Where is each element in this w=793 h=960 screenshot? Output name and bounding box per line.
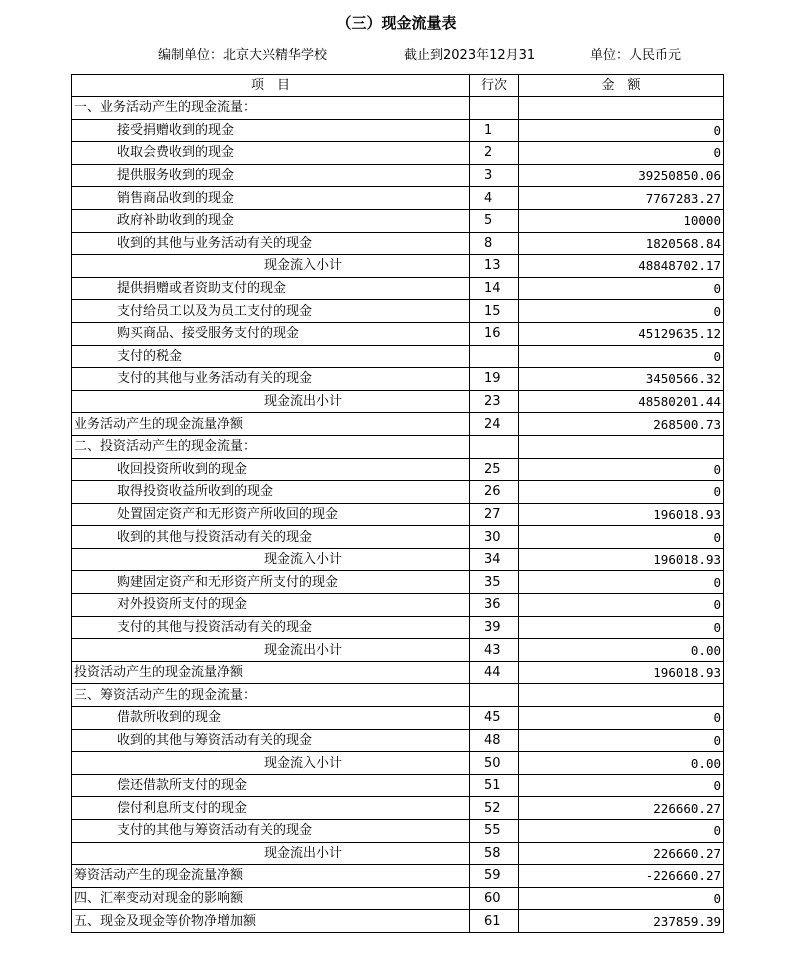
table-row	[72, 277, 724, 300]
row-item-name: 支付给员工以及为员工支付的现金	[72, 300, 470, 323]
table-row	[72, 345, 724, 368]
row-amount: 268500.73	[519, 413, 724, 436]
row-amount: 0	[519, 571, 724, 594]
row-item-name: 三、筹资活动产生的现金流量：	[72, 684, 470, 707]
row-line-number: 58	[470, 842, 519, 865]
row-line-number: 8	[470, 232, 519, 255]
table-row	[72, 797, 724, 820]
row-item-name: 接受捐赠收到的现金	[72, 119, 470, 142]
table-row	[72, 661, 724, 684]
row-amount: 0	[519, 300, 724, 323]
row-item-name: 收到的其他与投资活动有关的现金	[72, 526, 470, 549]
preparing-org: 编制单位：北京大兴精华学校	[158, 48, 328, 63]
row-amount: 45129635.12	[519, 322, 724, 345]
row-amount: 7767283.27	[519, 187, 724, 210]
row-amount: 10000	[519, 209, 724, 232]
row-amount: 39250850.06	[519, 164, 724, 187]
row-item-name: 提供服务收到的现金	[72, 164, 470, 187]
row-line-number: 39	[470, 616, 519, 639]
table-row	[72, 368, 724, 391]
row-item-name: 处置固定资产和无形资产所收回的现金	[72, 503, 470, 526]
row-item-name: 购买商品、接受服务支付的现金	[72, 322, 470, 345]
row-amount: 226660.27	[519, 842, 724, 865]
row-item-name: 取得投资收益所收到的现金	[72, 481, 470, 504]
table-row	[72, 390, 724, 413]
row-line-number: 2	[470, 142, 519, 165]
row-line-number: 24	[470, 413, 519, 436]
row-item-name: 支付的税金	[72, 345, 470, 368]
table-row	[72, 616, 724, 639]
row-amount: 196018.93	[519, 503, 724, 526]
table-header-row	[72, 75, 724, 97]
row-amount: 0	[519, 707, 724, 730]
row-item-name: 支付的其他与筹资活动有关的现金	[72, 820, 470, 843]
row-line-number: 44	[470, 661, 519, 684]
table-row	[72, 571, 724, 594]
row-item-name: 现金流出小计	[72, 390, 470, 413]
table-row	[72, 548, 724, 571]
table-row	[72, 684, 724, 707]
row-line-number: 26	[470, 481, 519, 504]
row-amount: 0	[519, 887, 724, 910]
row-line-number: 52	[470, 797, 519, 820]
row-amount: 0	[519, 820, 724, 843]
row-amount: 0	[519, 481, 724, 504]
row-amount	[519, 97, 724, 120]
row-item-name: 偿还借款所支付的现金	[72, 774, 470, 797]
row-item-name: 销售商品收到的现金	[72, 187, 470, 210]
row-line-number	[470, 97, 519, 120]
row-item-name: 对外投资所支付的现金	[72, 594, 470, 617]
column-header-amount: 金 额	[519, 75, 724, 97]
row-amount: 0	[519, 142, 724, 165]
row-line-number: 43	[470, 639, 519, 662]
table-row	[72, 458, 724, 481]
row-line-number	[470, 684, 519, 707]
row-item-name: 筹资活动产生的现金流量净额	[72, 865, 470, 888]
row-line-number: 25	[470, 458, 519, 481]
report-title: （三）现金流量表	[336, 14, 457, 32]
table-row	[72, 119, 724, 142]
row-amount: 0	[519, 345, 724, 368]
row-item-name: 提供捐赠或者资助支付的现金	[72, 277, 470, 300]
table-row	[72, 97, 724, 120]
row-line-number: 60	[470, 887, 519, 910]
row-amount: 0	[519, 277, 724, 300]
row-line-number: 48	[470, 729, 519, 752]
row-line-number: 45	[470, 707, 519, 730]
row-amount: 196018.93	[519, 661, 724, 684]
row-line-number: 51	[470, 774, 519, 797]
row-amount: 0.00	[519, 752, 724, 775]
table-row	[72, 729, 724, 752]
row-amount: 1820568.84	[519, 232, 724, 255]
row-line-number: 4	[470, 187, 519, 210]
table-row	[72, 594, 724, 617]
table-row	[72, 481, 724, 504]
table-row	[72, 526, 724, 549]
table-row	[72, 842, 724, 865]
row-item-name: 一、业务活动产生的现金流量：	[72, 97, 470, 120]
table-row	[72, 164, 724, 187]
table-row	[72, 820, 724, 843]
table-row	[72, 300, 724, 323]
row-amount	[519, 435, 724, 458]
table-row	[72, 322, 724, 345]
column-header-line: 行次	[470, 75, 519, 97]
row-line-number: 19	[470, 368, 519, 391]
row-item-name: 二、投资活动产生的现金流量：	[72, 435, 470, 458]
row-item-name: 现金流入小计	[72, 548, 470, 571]
row-amount: 0	[519, 774, 724, 797]
row-item-name: 收到的其他与业务活动有关的现金	[72, 232, 470, 255]
table-row	[72, 142, 724, 165]
row-line-number: 5	[470, 209, 519, 232]
row-item-name: 五、现金及现金等价物净增加额	[72, 910, 470, 933]
row-line-number: 14	[470, 277, 519, 300]
row-item-name: 现金流入小计	[72, 752, 470, 775]
row-amount: 196018.93	[519, 548, 724, 571]
row-amount: 0	[519, 729, 724, 752]
row-line-number: 1	[470, 119, 519, 142]
table-row	[72, 910, 724, 933]
row-amount: -226660.27	[519, 865, 724, 888]
table-row	[72, 209, 724, 232]
row-item-name: 政府补助收到的现金	[72, 209, 470, 232]
table-row	[72, 413, 724, 436]
table-row	[72, 187, 724, 210]
table-row	[72, 503, 724, 526]
row-item-name: 收回投资所收到的现金	[72, 458, 470, 481]
table-row	[72, 887, 724, 910]
row-item-name: 四、汇率变动对现金的影响额	[72, 887, 470, 910]
row-amount: 3450566.32	[519, 368, 724, 391]
row-item-name: 现金流出小计	[72, 842, 470, 865]
table-row	[72, 865, 724, 888]
table-row	[72, 435, 724, 458]
row-line-number: 34	[470, 548, 519, 571]
row-amount: 0	[519, 458, 724, 481]
row-amount: 0	[519, 526, 724, 549]
table-row	[72, 639, 724, 662]
currency-unit: 单位：人民币元	[590, 48, 682, 63]
row-item-name: 现金流出小计	[72, 639, 470, 662]
table-row	[72, 707, 724, 730]
row-line-number: 61	[470, 910, 519, 933]
row-line-number: 3	[470, 164, 519, 187]
row-amount: 226660.27	[519, 797, 724, 820]
row-amount: 0	[519, 119, 724, 142]
column-header-item: 项 目	[72, 75, 470, 97]
row-line-number	[470, 435, 519, 458]
row-line-number: 23	[470, 390, 519, 413]
row-amount: 0.00	[519, 639, 724, 662]
row-line-number: 36	[470, 594, 519, 617]
row-item-name: 支付的其他与投资活动有关的现金	[72, 616, 470, 639]
row-line-number: 50	[470, 752, 519, 775]
row-item-name: 投资活动产生的现金流量净额	[72, 661, 470, 684]
row-line-number: 13	[470, 255, 519, 278]
row-line-number: 35	[470, 571, 519, 594]
row-amount	[519, 684, 724, 707]
row-line-number	[470, 345, 519, 368]
row-item-name: 偿付利息所支付的现金	[72, 797, 470, 820]
row-line-number: 55	[470, 820, 519, 843]
row-line-number: 15	[470, 300, 519, 323]
row-line-number: 59	[470, 865, 519, 888]
row-item-name: 收到的其他与筹资活动有关的现金	[72, 729, 470, 752]
report-date: 截止到2023年12月31	[404, 48, 536, 63]
row-amount: 0	[519, 616, 724, 639]
table-row	[72, 752, 724, 775]
row-item-name: 支付的其他与业务活动有关的现金	[72, 368, 470, 391]
table-row	[72, 255, 724, 278]
cash-flow-table	[71, 74, 724, 933]
row-amount: 48848702.17	[519, 255, 724, 278]
row-amount: 237859.39	[519, 910, 724, 933]
table-row	[72, 232, 724, 255]
row-item-name: 现金流入小计	[72, 255, 470, 278]
row-amount: 0	[519, 594, 724, 617]
row-amount: 48580201.44	[519, 390, 724, 413]
row-line-number: 27	[470, 503, 519, 526]
row-item-name: 业务活动产生的现金流量净额	[72, 413, 470, 436]
table-row	[72, 774, 724, 797]
row-line-number: 30	[470, 526, 519, 549]
row-item-name: 购建固定资产和无形资产所支付的现金	[72, 571, 470, 594]
row-item-name: 借款所收到的现金	[72, 707, 470, 730]
row-line-number: 16	[470, 322, 519, 345]
row-item-name: 收取会费收到的现金	[72, 142, 470, 165]
